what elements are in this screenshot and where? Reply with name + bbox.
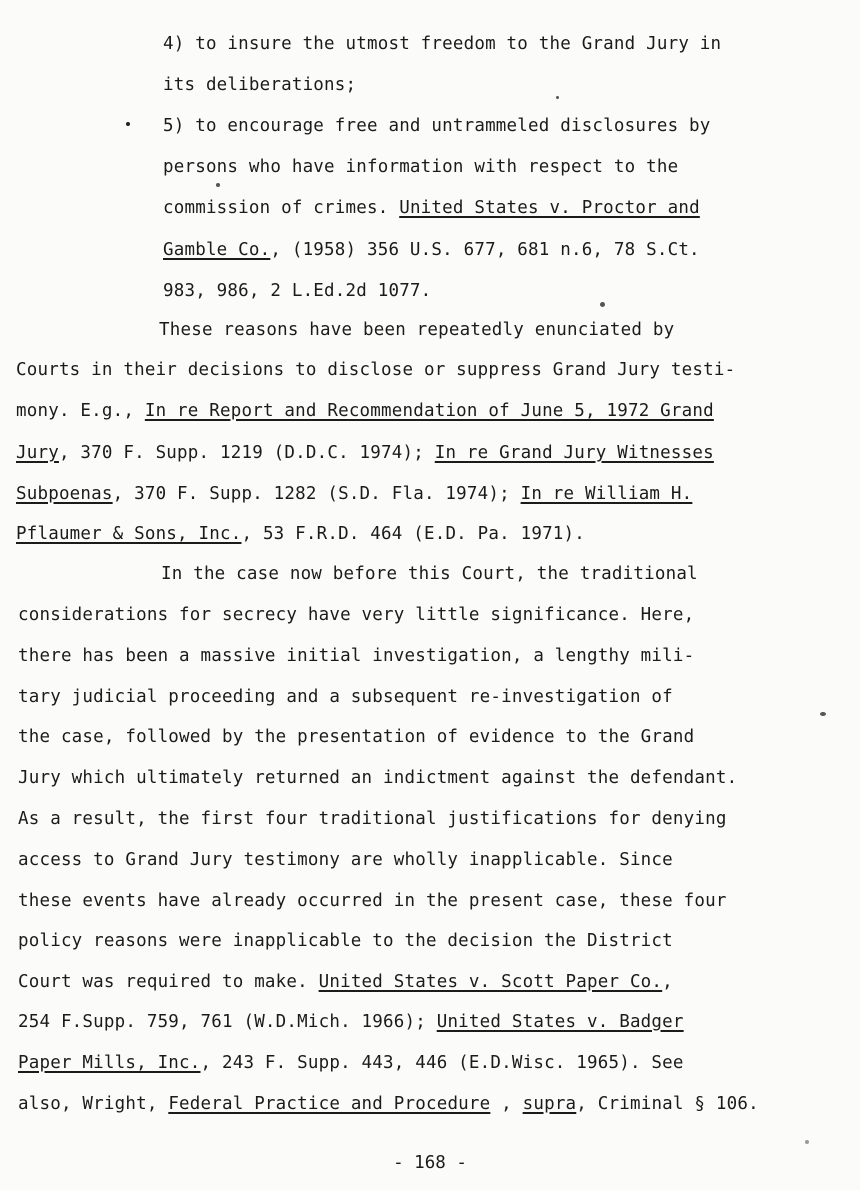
paragraph-2-line-6: Jury which ultimately returned an indictment against the defendant. — [18, 768, 738, 788]
scan-speck — [600, 302, 605, 307]
text-run: , Criminal § 106. — [576, 1094, 759, 1114]
case-citation: Gamble Co. — [163, 240, 271, 260]
case-citation: In re Grand Jury Witnesses — [434, 443, 714, 463]
list-item-5-line-2: persons who have information with respect to the — [163, 157, 679, 177]
citation-supra: supra — [522, 1094, 577, 1114]
list-item-5-line-3 — [163, 197, 700, 219]
text-run: Court was required to make. — [18, 972, 319, 992]
paragraph-1-line-5 — [16, 483, 692, 505]
text-run: commission of crimes. — [163, 198, 400, 218]
paragraph-1-line-2: Courts in their decisions to disclose or suppress Grand Jury testi- — [16, 360, 736, 380]
paragraph-2-line-1: In the case now before this Court, the traditional — [161, 564, 698, 584]
paragraph-2-line-13 — [18, 1052, 684, 1074]
paragraph-2-line-14 — [18, 1093, 759, 1115]
case-citation: United States v. Scott Paper Co. — [318, 972, 663, 992]
case-citation: Subpoenas — [16, 484, 113, 504]
list-item-5-line-5: 983, 986, 2 L.Ed.2d 1077. — [163, 281, 432, 301]
case-citation: Paper Mills, Inc. — [18, 1053, 201, 1073]
paragraph-2-line-11 — [18, 971, 673, 993]
text-run: also, Wright, — [18, 1094, 169, 1114]
paragraph-2-line-5: the case, followed by the presentation of evidence to the Grand — [18, 727, 695, 747]
paragraph-1-line-1: These reasons have been repeatedly enunciated by — [159, 320, 675, 340]
case-citation: In re Report and Recommendation of June 5, 1972 Grand — [144, 401, 714, 421]
page-number: - 168 - — [393, 1153, 467, 1173]
text-run: mony. E.g., — [16, 401, 145, 421]
list-item-5-line-1: 5) to encourage free and untrammeled disclosures by — [163, 116, 711, 136]
paragraph-2-line-9: these events have already occurred in the present case, these four — [18, 891, 727, 911]
paragraph-2-line-10: policy reasons were inapplicable to the decision the District — [18, 931, 673, 951]
paragraph-2-line-12 — [18, 1011, 684, 1033]
case-citation: United States v. Proctor and — [399, 198, 700, 218]
text-run: , 243 F. Supp. 443, 446 (E.D.Wisc. 1965). See — [200, 1053, 684, 1073]
text-run: , 53 F.R.D. 464 (E.D. Pa. 1971). — [241, 524, 586, 544]
case-citation: Jury — [16, 443, 59, 463]
scan-speck — [805, 1140, 809, 1144]
scan-speck — [556, 96, 559, 99]
paragraph-2-line-2: considerations for secrecy have very little significance. Here, — [18, 605, 695, 625]
scan-speck — [216, 183, 220, 187]
paragraph-1-line-6 — [16, 523, 585, 545]
text-run: , — [490, 1094, 523, 1114]
list-item-4-line-1: 4) to insure the utmost freedom to the Grand Jury in — [163, 34, 722, 54]
list-item-4-line-2: its deliberations; — [163, 75, 357, 95]
paragraph-2-line-7: As a result, the first four traditional justifications for denying — [18, 809, 727, 829]
list-item-5-line-4 — [163, 239, 700, 261]
text-run: , 370 F. Supp. 1219 (D.D.C. 1974); — [58, 443, 435, 463]
case-citation: United States v. Badger — [436, 1012, 684, 1032]
paragraph-2-line-4: tary judicial proceeding and a subsequent re-investigation of — [18, 687, 673, 707]
bullet-mark — [126, 122, 130, 126]
text-run: , — [662, 972, 673, 992]
text-run: , 370 F. Supp. 1282 (S.D. Fla. 1974); — [112, 484, 521, 504]
scan-speck — [820, 712, 826, 716]
paragraph-1-line-4 — [16, 442, 714, 464]
paragraph-1-line-3 — [16, 400, 714, 422]
case-citation: Pflaumer & Sons, Inc. — [16, 524, 242, 544]
paragraph-2-line-3: there has been a massive initial investigation, a lengthy mili- — [18, 646, 695, 666]
book-title: Federal Practice and Procedure — [168, 1094, 491, 1114]
case-citation: In re William H. — [520, 484, 693, 504]
text-run: 254 F.Supp. 759, 761 (W.D.Mich. 1966); — [18, 1012, 437, 1032]
text-run: , (1958) 356 U.S. 677, 681 n.6, 78 S.Ct. — [270, 240, 700, 260]
paragraph-2-line-8: access to Grand Jury testimony are wholly inapplicable. Since — [18, 850, 673, 870]
